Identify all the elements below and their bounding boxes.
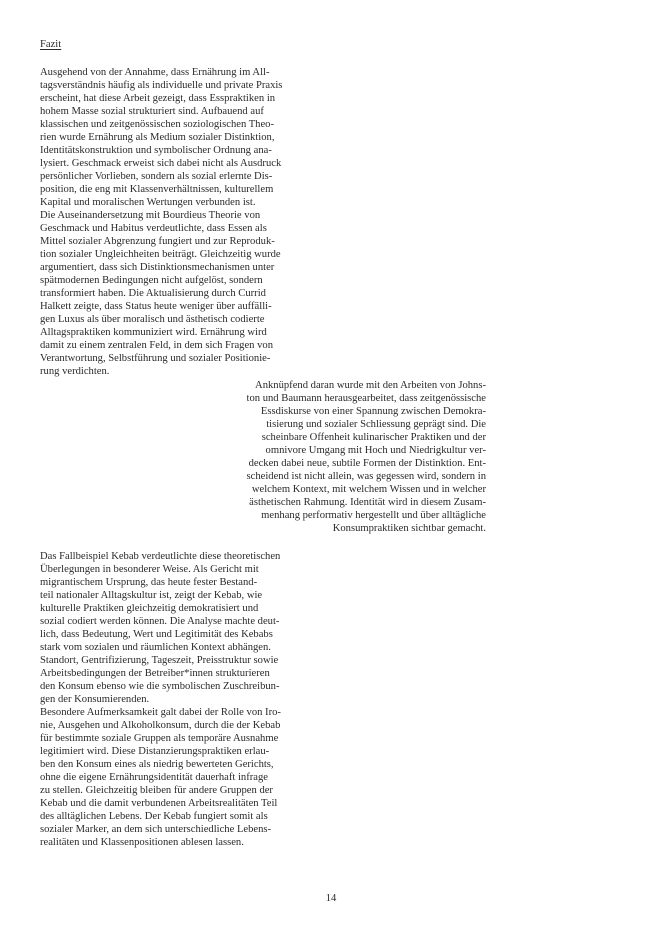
text-line: Halkett zeigte, dass Status heute weniger über auffälli- [40, 301, 272, 312]
text-line: Verantwortung, Selbstführung und sozialer Positionie- [40, 353, 271, 364]
text-line: legitimiert wird. Diese Distanzierungspraktiken erlau- [40, 746, 270, 757]
text-line: scheidend ist nicht allein, was gegessen wird, sondern in [246, 471, 486, 482]
text-line: tagsverständnis häufig als individuelle und private Praxis [40, 80, 283, 91]
text-line: stark vom sozialen und räumlichen Kontext abhängen. [40, 642, 271, 653]
text-line: Besondere Aufmerksamkeit galt dabei der Rolle von Iro- [40, 707, 281, 718]
section-heading: Fazit [40, 39, 62, 50]
text-line: omnivore Umgang mit Hoch und Niedrigkultur ver- [265, 445, 486, 456]
text-line: Geschmack und Habitus verdeutlichte, dass Essen als [40, 223, 267, 234]
text-line: position, die eng mit Klassenverhältnissen, kulturellem [40, 184, 274, 195]
text-line: welchem Kontext, mit welchem Wissen und in welcher [251, 484, 486, 495]
text-line: lysiert. Geschmack erweist sich dabei nicht als Ausdruck [40, 158, 282, 169]
text-line: für bestimmte soziale Gruppen als temporäre Ausnahme [40, 733, 279, 744]
paragraph-block-1 [40, 66, 282, 378]
text-line: Das Fallbeispiel Kebab verdeutlichte diese theoretischen [40, 551, 281, 562]
text-line: sozialer Marker, an dem sich unterschiedliche Lebens- [40, 824, 272, 835]
text-line: Konsumpraktiken sichtbar gemacht. [332, 523, 486, 534]
text-line: Kapital und moralischen Wertungen verbunden ist. [40, 197, 256, 208]
text-line: menhang performativ hergestellt und über alltägliche [261, 510, 486, 521]
text-line: Die Auseinandersetzung mit Bourdieus Theorie von [40, 210, 261, 221]
text-line: teil nationaler Alltagskultur ist, zeigt der Kebab, wie [40, 590, 263, 601]
page-number: 14 [325, 893, 337, 904]
text-line: Alltagspraktiken kommuniziert wird. Ernährung wird [40, 327, 267, 338]
text-line: gen Luxus als über moralisch und ästhetisch codierte [40, 314, 265, 325]
text-line: sozial codiert werden können. Die Analyse machte deut- [40, 616, 280, 627]
text-line: migrantischem Ursprung, das heute fester Bestand- [40, 577, 258, 588]
text-line: gen der Konsumierenden. [40, 694, 150, 705]
text-line: des alltäglichen Lebens. Der Kebab fungiert somit als [40, 811, 268, 822]
paragraph-block-3 [40, 550, 281, 849]
text-line: Standort, Gentrifizierung, Tageszeit, Preisstruktur sowie [40, 655, 279, 666]
text-line: Ausgehend von der Annahme, dass Ernährung im All- [40, 67, 270, 78]
text-line: transformiert haben. Die Aktualisierung durch Currid [40, 288, 266, 299]
text-line: realitäten und Klassenpositionen ablesen lassen. [40, 837, 244, 848]
text-line: den Konsum ebenso wie die symbolischen Zuschreibun- [40, 681, 280, 692]
text-line: lich, dass Bedeutung, Wert und Legitimität des Kebabs [40, 629, 273, 640]
text-line: nie, Ausgehen und Alkoholkonsum, durch die der Kebab [40, 720, 281, 731]
text-line: ben den Konsum eines als niedrig bewerteten Gerichts, [40, 759, 274, 770]
text-line: argumentiert, dass sich Distinktionsmechanismen unter [40, 262, 275, 273]
text-line: ohne die eigene Ernährungsidentität dauerhaft infrage [40, 772, 268, 783]
text-line: decken dabei neue, subtile Formen der Distinktion. Ent- [248, 458, 486, 469]
text-line: spätmodernen Bedingungen nicht aufgelöst, sondern [40, 275, 263, 286]
text-line: Identitätskonstruktion und symbolischer Ordnung ana- [40, 145, 272, 156]
text-line: tisierung und sozialer Schliessung geprägt sind. Die [266, 419, 486, 430]
text-line: tion sozialer Ungleichheiten beiträgt. Gleichzeitig wurde [40, 249, 281, 260]
text-line: erscheint, hat diese Arbeit gezeigt, dass Esspraktiken in [40, 93, 276, 104]
text-line: hohem Masse sozial strukturiert sind. Aufbauend auf [40, 106, 264, 117]
text-line: ästhetischen Rahmung. Identität wird in diesem Zusam- [249, 497, 486, 508]
text-line: rung verdichten. [40, 366, 110, 377]
text-line: ton und Baumann herausgearbeitet, dass zeitgenössische [246, 393, 486, 404]
text-line: damit zu einem zentralen Feld, in dem sich Fragen von [40, 340, 273, 351]
text-line: klassischen und zeitgenössischen soziologischen Theo- [40, 119, 274, 130]
text-line: Kebab und die damit verbundenen Arbeitsrealitäten Teil [40, 798, 278, 809]
text-line: Anknüpfend daran wurde mit den Arbeiten von Johns- [255, 380, 486, 391]
text-line: zu stellen. Gleichzeitig bleiben für andere Gruppen der [40, 785, 273, 796]
text-line: Mittel sozialer Abgrenzung fungiert und zur Reproduk- [40, 236, 275, 247]
text-line: scheinbare Offenheit kulinarischer Praktiken und der [261, 432, 486, 443]
text-line: Essdiskurse von einer Spannung zwischen Demokra- [260, 406, 486, 417]
text-line: Arbeitsbedingungen der Betreiber*innen strukturieren [40, 668, 270, 679]
text-line: Überlegungen in besonderer Weise. Als Gericht mit [40, 564, 259, 575]
text-line: rien wurde Ernährung als Medium sozialer Distinktion, [40, 132, 275, 143]
text-line: kulturelle Praktiken gleichzeitig demokratisiert und [40, 603, 259, 614]
paragraph-block-2 [220, 379, 486, 535]
text-line: persönlicher Vorlieben, sondern als sozial erlernte Dis- [40, 171, 273, 182]
